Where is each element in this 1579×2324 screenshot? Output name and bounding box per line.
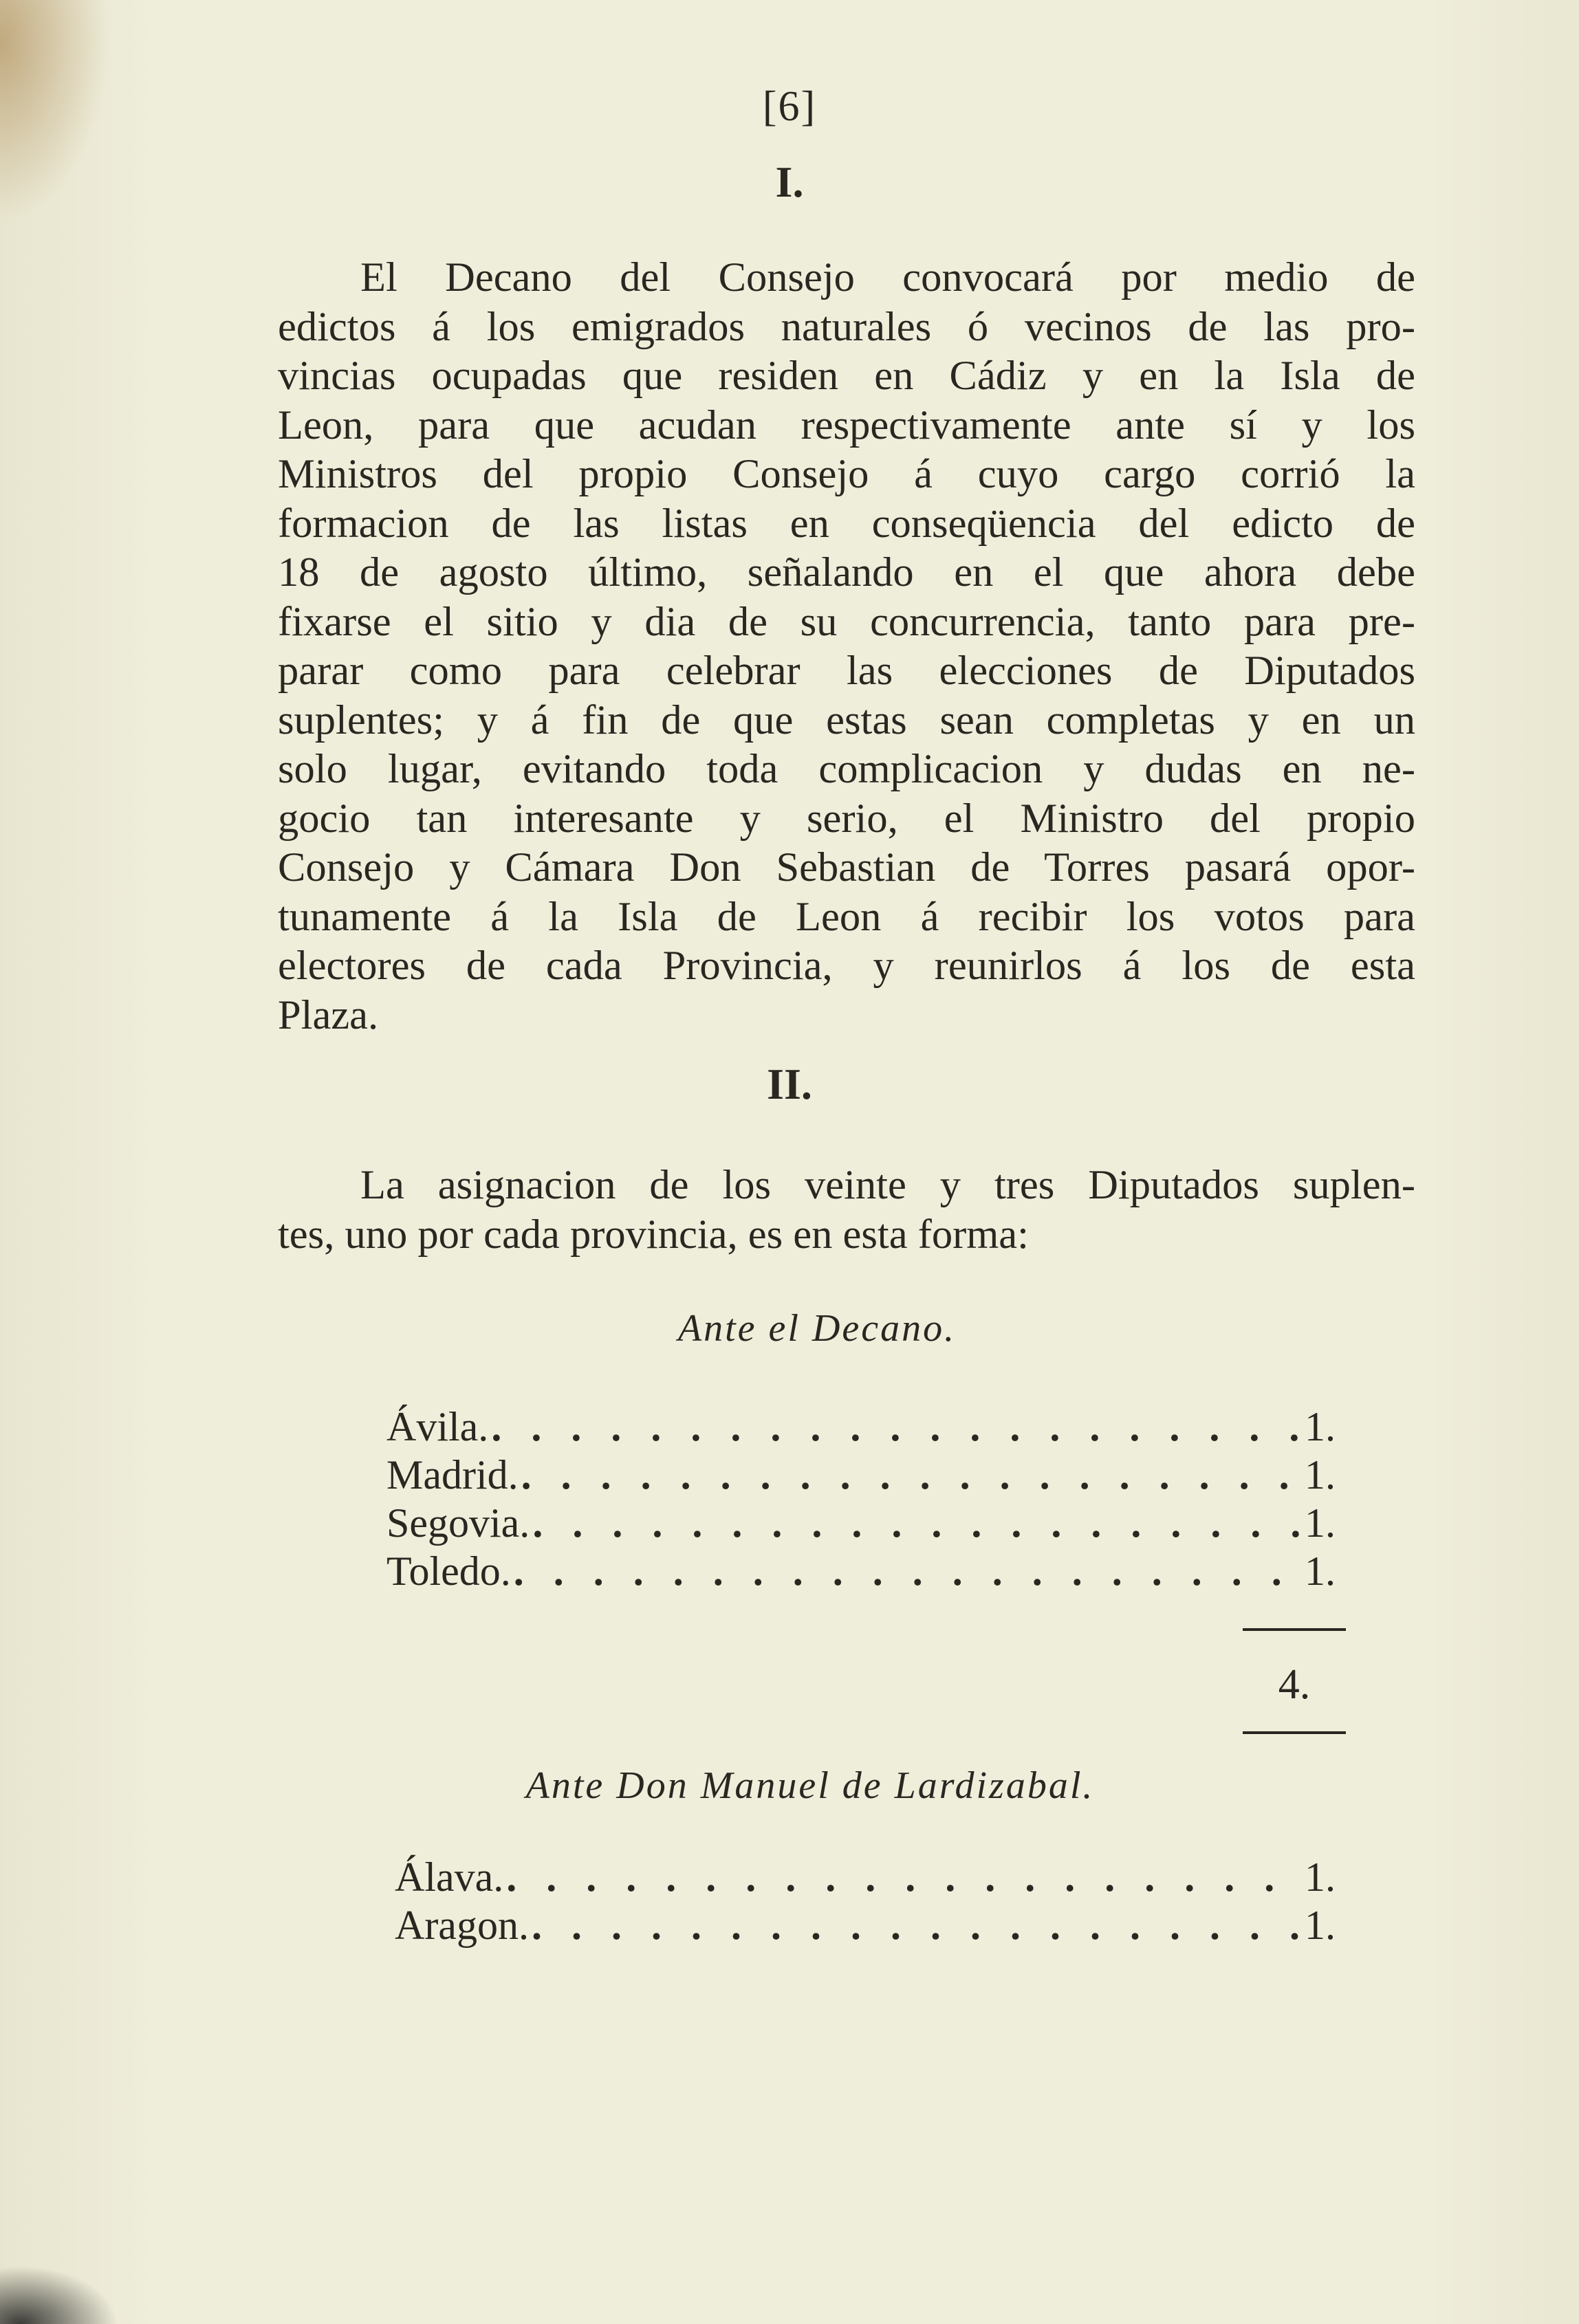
group-title-lardizabal: Ante Don Manuel de Lardizabal. xyxy=(525,1764,1095,1807)
paragraph-line: electores de cada Provincia, y reunirlos á los de esta xyxy=(278,943,1415,989)
section-heading-2: II. xyxy=(767,1060,812,1108)
deputy-count: 1. xyxy=(1305,1404,1336,1449)
paragraph-line: tunamente á la Isla de Leon á recibir los votos para xyxy=(278,893,1415,940)
section-heading-1: I. xyxy=(775,157,804,206)
section-2-paragraph xyxy=(278,1161,1415,1259)
deputy-count: 1. xyxy=(1305,1500,1336,1546)
province-list-decano xyxy=(386,1403,1336,1595)
paragraph-line: solo lugar, evitando toda complicacion y dudas en ne- xyxy=(278,746,1415,792)
paragraph-line: edictos á los emigrados naturales ó vecinos de las pro- xyxy=(278,303,1415,350)
province-list-lardizabal xyxy=(395,1853,1336,1949)
list-item xyxy=(386,1403,1336,1451)
page-number: [6] xyxy=(762,83,817,130)
deputy-count: 1. xyxy=(1305,1854,1336,1900)
province-name: Ávila. xyxy=(386,1404,489,1449)
paragraph-line: parar como para celebrar las elecciones de Diputados xyxy=(278,648,1415,694)
dot-leader xyxy=(506,1853,1302,1901)
province-name: Álava. xyxy=(395,1854,504,1900)
dot-leader xyxy=(491,1403,1302,1451)
deputy-count: 1. xyxy=(1305,1548,1336,1594)
subtotal-rule-top xyxy=(1243,1628,1346,1631)
province-name: Aragon. xyxy=(395,1903,529,1948)
paragraph-line: suplentes; y á fin de que estas sean completas y en un xyxy=(278,697,1415,743)
paragraph-line: Plaza. xyxy=(278,991,379,1038)
paragraph-line: El Decano del Consejo convocará por medio de xyxy=(360,254,1415,300)
paragraph-line: vincias ocupadas que residen en Cádiz y en la Isla de xyxy=(278,353,1415,399)
dot-leader xyxy=(532,1901,1302,1949)
list-item xyxy=(395,1853,1336,1901)
subtotal-rule-bottom xyxy=(1243,1731,1346,1734)
section-1-paragraph xyxy=(278,253,1415,1040)
province-name: Segovia. xyxy=(386,1500,530,1546)
paragraph-line: Leon, para que acudan respectivamente ante sí y los xyxy=(278,402,1415,448)
paragraph-line: gocio tan interesante y serio, el Ministro del propio xyxy=(278,795,1415,842)
dot-leader xyxy=(514,1547,1302,1595)
paragraph-line: formacion de las listas en conseqüencia del edicto de xyxy=(278,500,1415,547)
province-name: Madrid. xyxy=(386,1452,519,1498)
paragraph-line: 18 de agosto último, señalando en el que ahora debe xyxy=(278,549,1415,595)
paragraph-line: Ministros del propio Consejo á cuyo cargo corrió la xyxy=(278,451,1415,497)
dot-leader xyxy=(521,1451,1302,1499)
list-item xyxy=(386,1451,1336,1499)
list-item xyxy=(386,1547,1336,1595)
paragraph-line: fixarse el sitio y dia de su concurrencia, tanto para pre- xyxy=(278,598,1415,645)
group-subtotal: 4. xyxy=(1278,1661,1311,1708)
list-item xyxy=(395,1901,1336,1949)
list-item xyxy=(386,1499,1336,1547)
paragraph-line: La asignacion de los veinte y tres Diputados suplen- xyxy=(360,1162,1415,1208)
province-name: Toledo. xyxy=(386,1548,511,1594)
deputy-count: 1. xyxy=(1305,1903,1336,1948)
paragraph-line: Consejo y Cámara Don Sebastian de Torres pasará opor- xyxy=(278,844,1415,890)
paragraph-line: tes, uno por cada provincia, es en esta forma: xyxy=(278,1211,1029,1258)
dot-leader xyxy=(532,1499,1302,1547)
deputy-count: 1. xyxy=(1305,1452,1336,1498)
group-title-decano: Ante el Decano. xyxy=(677,1307,957,1350)
